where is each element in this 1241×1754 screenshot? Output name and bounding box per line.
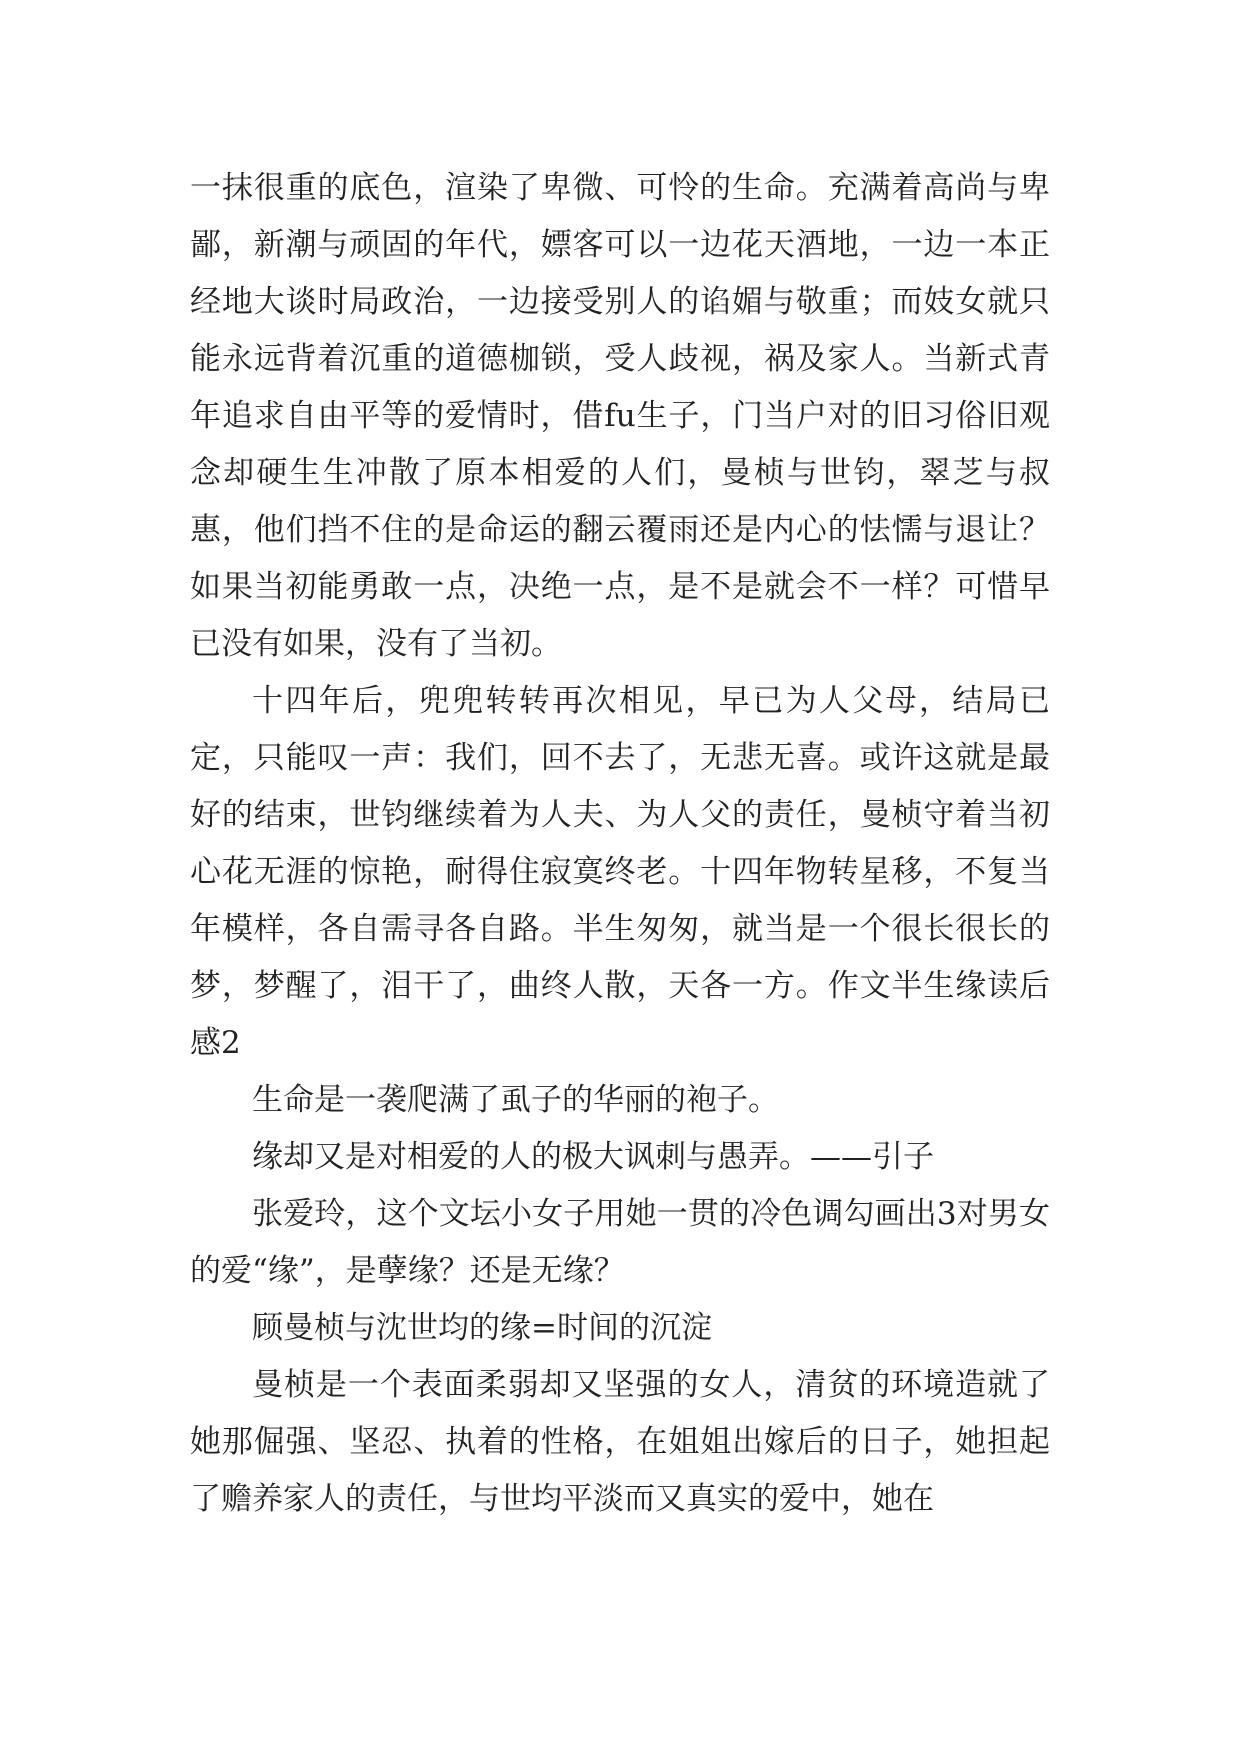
paragraph-7: 曼桢是一个表面柔弱却又坚强的女人，清贫的环境造就了她那倔强、坚忍、执着的性格，在姐姐出嫁后的日子，她担起了赡养家人的责任，与世均平淡而又真实的爱中，她在 [190, 1367, 1050, 1517]
paragraph-3: 生命是一袭爬满了虱子的华丽的袍子。 [252, 1082, 779, 1118]
paragraph-6: 顾曼桢与沈世均的缘=时间的沉淀 [252, 1310, 712, 1346]
paragraph-2: 十四年后，兜兜转转再次相见，早已为人父母，结局已定，只能叹一声：我们，回不去了，无悲无喜。或许这就是最好的结束，世钧继续着为人夫、为人父的责任，曼桢守着当初心花无涯的惊艳，耐得住寂寞终老。十四年物转星移，不复当年模样，各自需寻各自路。半生匆匆，就当是一个很长很长的梦，梦醒了，泪干了，曲终人散，天各一方。作文半生缘读后感2 [190, 683, 1050, 1061]
paragraph-4: 缘却又是对相爱的人的极大讽刺与愚弄。——引子 [252, 1139, 934, 1175]
document-body [190, 160, 1050, 1528]
paragraph-1: 一抹很重的底色，渲染了卑微、可怜的生命。充满着高尚与卑鄙，新潮与顽固的年代，嫖客可以一边花天酒地，一边一本正经地大谈时局政治，一边接受别人的谄媚与敬重；而妓女就只能永远背着沉重的道德枷锁，受人歧视，祸及家人。当新式青年追求自由平等的爱情时，借fu生子，门当户对的旧习俗旧观念却硬生生冲散了原本相爱的人们，曼桢与世钧，翠芝与叔惠，他们挡不住的是命运的翻云覆雨还是内心的怯懦与退让？如果当初能勇敢一点，决绝一点，是不是就会不一样？可惜早已没有如果，没有了当初。 [190, 170, 1050, 662]
paragraph-5: 张爱玲，这个文坛小女子用她一贯的冷色调勾画出3对男女的爱“缘”，是孽缘？还是无缘？ [190, 1196, 1050, 1289]
